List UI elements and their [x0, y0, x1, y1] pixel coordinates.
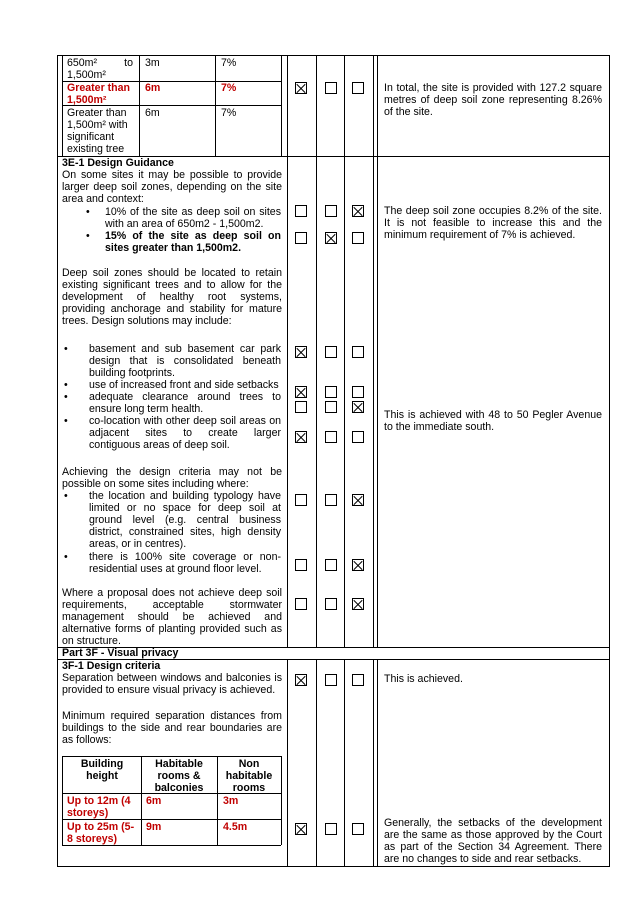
table-cell: 6m [146, 795, 162, 807]
comment-text: In total, the site is provided with 127.2 square metres of deep soil zone representing 8.26% of the site. [384, 82, 602, 118]
checkbox-na[interactable] [352, 401, 364, 413]
checkbox-yes[interactable] [295, 401, 307, 413]
checkbox-na[interactable] [352, 559, 364, 571]
checkbox-yes[interactable] [295, 674, 307, 686]
paragraph: Deep soil zones should be located to retain existing significant trees and to allow for the development of healthy root systems, providing anchorage and stability for mature trees. Design solutions may include: [62, 267, 282, 327]
checkbox-no[interactable] [325, 346, 337, 358]
list-item: basement and sub basement car park design that is consolidated beneath building footprints. [89, 343, 281, 379]
grid-line [373, 55, 374, 647]
bullet: • [64, 551, 68, 563]
checkbox-yes[interactable] [295, 205, 307, 217]
grid-line [344, 55, 345, 647]
list-item: use of increased front and side setbacks [89, 379, 279, 391]
section-heading: Part 3F - Visual privacy [62, 647, 179, 659]
checkbox-na[interactable] [352, 232, 364, 244]
grid-line [62, 756, 63, 845]
list-item: the location and building typology have limited or no space for deep soil at ground level (e.g. central business district, constrained sites, high density areas, or in centres). [89, 490, 281, 550]
checkbox-yes[interactable] [295, 232, 307, 244]
table-cell: 9m [146, 821, 162, 833]
table-cell: Up to 25m (5-8 storeys) [67, 821, 135, 845]
checkbox-yes[interactable] [295, 494, 307, 506]
checkbox-na[interactable] [352, 674, 364, 686]
table-cell: Up to 12m (4 storeys) [67, 795, 131, 819]
checkbox-no[interactable] [325, 386, 337, 398]
grid-line [287, 659, 288, 866]
checkbox-no[interactable] [325, 494, 337, 506]
checkbox-yes[interactable] [295, 82, 307, 94]
grid-line [62, 819, 281, 820]
grid-line [57, 866, 610, 867]
checkbox-na[interactable] [352, 346, 364, 358]
table-cell: 6m [145, 82, 161, 94]
grid-line [316, 659, 317, 866]
grid-line [57, 55, 58, 866]
table-cell: 3m [145, 57, 160, 69]
bullet: • [64, 415, 68, 427]
grid-line [139, 55, 140, 156]
grid-line [377, 659, 378, 866]
paragraph: Minimum required separation distances from buildings to the side and rear boundaries are as follows: [62, 710, 282, 746]
list-item: 15% of the site as deep soil on sites greater than 1,500m2. [105, 230, 281, 254]
comment-text: Generally, the setbacks of the development are the same as those approved by the Court as part of the Section 34 Agreement. There are no changes to side and rear setbacks. [384, 817, 602, 865]
checkbox-na[interactable] [352, 494, 364, 506]
grid-line [281, 756, 282, 845]
paragraph: Where a proposal does not achieve deep soil requirements, acceptable stormwater management should be achieved and alternative forms of planting provided such as on structure. [62, 587, 282, 647]
checkbox-yes[interactable] [295, 823, 307, 835]
grid-line [287, 55, 288, 647]
table-cell: 3m [223, 795, 239, 807]
table-header: Building height [80, 758, 124, 782]
comment-text: This is achieved. [384, 673, 463, 685]
checkbox-no[interactable] [325, 559, 337, 571]
table-cell: Greater than 1,500m² with significant existing tree [67, 107, 128, 155]
grid-line [62, 55, 63, 156]
comment-text: This is achieved with 48 to 50 Pegler Avenue to the immediate south. [384, 409, 602, 433]
paragraph: Achieving the design criteria may not be possible on some sites including where: [62, 466, 282, 490]
grid-line [373, 659, 374, 866]
paragraph: On some sites it may be possible to provide larger deep soil zones, depending on the site area and context: [62, 169, 282, 205]
paragraph: Separation between windows and balconies is provided to ensure visual privacy is achieved. [62, 672, 282, 696]
grid-line [377, 55, 378, 647]
checkbox-na[interactable] [352, 82, 364, 94]
checkbox-yes[interactable] [295, 386, 307, 398]
checkbox-no[interactable] [325, 205, 337, 217]
comment-text: The deep soil zone occupies 8.2% of the site. It is not feasible to increase this and the minimum requirement of 7% is achieved. [384, 205, 602, 241]
table-header: Habitable rooms & balconies [154, 758, 204, 794]
checkbox-no[interactable] [325, 232, 337, 244]
checkbox-no[interactable] [325, 82, 337, 94]
grid-line [609, 55, 610, 866]
checkbox-na[interactable] [352, 431, 364, 443]
checkbox-yes[interactable] [295, 598, 307, 610]
list-item: co-location with other deep soil areas on adjacent sites to create larger contiguous areas of deep soil. [89, 415, 281, 451]
checkbox-no[interactable] [325, 401, 337, 413]
list-item: adequate clearance around trees to ensure long term health. [89, 391, 281, 415]
checkbox-na[interactable] [352, 205, 364, 217]
grid-line [141, 756, 142, 845]
grid-line [62, 55, 281, 56]
table-cell: 4.5m [223, 821, 248, 833]
bullet: • [86, 230, 90, 242]
checkbox-no[interactable] [325, 598, 337, 610]
list-item: 10% of the site as deep soil on sites with an area of 650m2 - 1,500m2. [105, 206, 281, 230]
table-cell: 6m [145, 107, 160, 119]
checkbox-no[interactable] [325, 674, 337, 686]
grid-line [217, 756, 218, 845]
table-header: Non habitable rooms [225, 758, 273, 794]
grid-line [316, 55, 317, 647]
table-cell: 7% [221, 57, 237, 69]
checkbox-na[interactable] [352, 598, 364, 610]
bullet: • [64, 343, 68, 355]
checkbox-na[interactable] [352, 823, 364, 835]
bullet: • [86, 206, 90, 218]
grid-line [215, 55, 216, 156]
table-cell: Greater than 1,500m² [67, 82, 130, 106]
grid-line [344, 659, 345, 866]
table-cell: 7% [221, 107, 237, 119]
section-heading: 3E-1 Design Guidance [62, 157, 174, 169]
bullet: • [64, 391, 68, 403]
grid-line [62, 845, 281, 846]
grid-line [281, 55, 282, 156]
bullet: • [64, 379, 68, 391]
checkbox-no[interactable] [325, 823, 337, 835]
bullet: • [64, 490, 68, 502]
table-cell: 650m² to 1,500m² [67, 57, 133, 81]
checkbox-no[interactable] [325, 431, 337, 443]
table-cell: 7% [221, 82, 237, 94]
checkbox-na[interactable] [352, 386, 364, 398]
grid-line [62, 756, 281, 757]
checkbox-yes[interactable] [295, 431, 307, 443]
checkbox-yes[interactable] [295, 559, 307, 571]
checkbox-yes[interactable] [295, 346, 307, 358]
subsection-heading: 3F-1 Design criteria [62, 660, 161, 672]
list-item: there is 100% site coverage or non-residential uses at ground floor level. [89, 551, 281, 575]
